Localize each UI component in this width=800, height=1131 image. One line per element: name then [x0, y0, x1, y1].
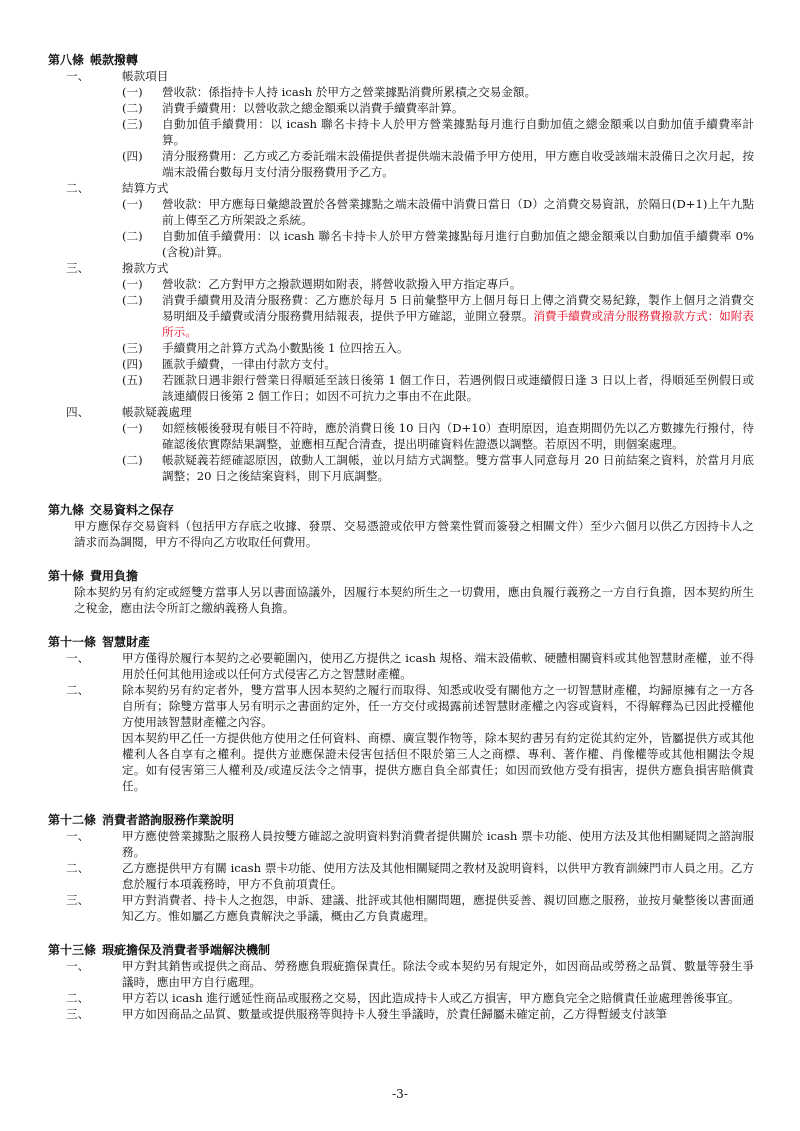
list-item: 三、 甲方如因商品之品質、數量或提供服務等與持卡人發生爭議時，於責任歸屬未確定前，乙方得暫緩支付該筆: [66, 1007, 667, 1021]
list-item: 一、 甲方應使營業據點之服務人員按雙方確認之說明資料對消費者提供關於 icash 票卡功能、使用方法及其他相關疑問之諮詢服務。: [66, 829, 754, 859]
list-item: 三、 甲方對消費者、持卡人之抱怨，申訴、建議、批評或其他相關問題，應提供妥善、親切回應之服務，並按月彙整後以書面通知乙方。惟如屬乙方應負責解決之爭議，概由乙方負責處理。: [66, 893, 754, 923]
article-9-title: 第九條 交易資料之保存: [48, 503, 175, 517]
page-number: -3-: [392, 1087, 408, 1101]
list-item: (一) 營收款：係指持卡人持 icash 於甲方之營業據點消費所累積之交易金額。: [122, 85, 537, 99]
list-item: (三) 手續費用之計算方式為小數點後 1 位四捨五入。: [122, 341, 409, 355]
article-9-text: 甲方應保存交易資料（包括甲方存底之收據、發票、交易憑證或依甲方營業性質而簽發之相關文件）至少六個月以供乙方因持卡人之請求而為調閱，甲方不得向乙方收取任何費用。: [74, 519, 754, 549]
list-item: (四) 清分服務費用：乙方或乙方委託端末設備提供者提供端末設備予甲方使用，甲方應自收受該端末設備日之次月起，按端末設備台數每月支付清分服務費用予乙方。: [122, 149, 754, 179]
article-8-section-3: 三、 撥款方式 (一) 營收款：乙方對甲方之撥款週期如附表，將營收款撥入甲方指定專戶。 (二) 消費手續費用及清分服務費：乙方應於每月 5 日前彙整甲方上個月每日上傳之消費交易紀錄，製作上個月之消費交易明細及手續費或清分服務費用結報表，提供予甲方確認，並開立發票。消費手續費或清分服務費撥款方式：如附表所示。 (三) 手續費用之計算方式為小數點後 1 位四捨五入。 (四) 匯款手續費，一律由付款方支付。 (五) 若匯款日遇非銀行營業日得順延至該日後第 1 個工作日，若遇例假日或連續假日逢 3 日以上者，得順延至例假日或該連續假日後第 2 個工作日；如因不可抗力之事由不在此限。: [66, 261, 754, 403]
list-item: 二、 乙方應提供甲方有關 icash 票卡功能、使用方法及其他相關疑問之教材及說明資料，以供甲方教育訓練門市人員之用。乙方怠於履行本項義務時，甲方不負前項責任。: [66, 861, 754, 891]
list-item: 二、 除本契約另有約定者外，雙方當事人因本契約之履行而取得、知悉或收受有關他方之一切智慧財產權，均歸原擁有之一方各自所有；除雙方當事人另有明示之書面約定外，任一方交付或揭露前述智慧財產權之內容或資料，不得解釋為已因此授權他方使用該智慧財產權之內容。: [66, 683, 754, 729]
list-item: (五) 若匯款日遇非銀行營業日得順延至該日後第 1 個工作日，若遇例假日或連續假日逢 3 日以上者，得順延至例假日或該連續假日後第 2 個工作日；如因不可抗力之事由不在此限。: [122, 373, 754, 403]
article-13-title: 第十三條 瑕疵擔保及消費者爭端解決機制: [48, 943, 271, 957]
article-8-section-2: 二、 結算方式 (一) 營收款：甲方應每日彙總設置於各營業據點之端末設備中消費日當日（D）之消費交易資訊，於隔日(D+1)上午九點前上傳至乙方所架設之系統。 (二) 自動加值手續費用：以 icash 聯名卡持卡人於甲方營業據點每月進行自動加值之總金額乘以自動加值手續費率 0%(含稅)計算。: [66, 181, 754, 259]
list-item: (二) 帳款疑義若經確認原因，啟動人工調帳，並以月結方式調整。雙方當事人同意每月 20 日前結案之資料，於當月月底調整；20 日之後結案資料，則下月底調整。: [122, 453, 754, 483]
list-item: (一) 營收款：乙方對甲方之撥款週期如附表，將營收款撥入甲方指定專戶。: [122, 277, 522, 291]
article-12-title: 第十二條 消費者諮詢服務作業說明: [48, 813, 235, 827]
list-item: 因本契約甲乙任一方提供他方使用之任何資料、商標、廣宣製作物等，除本契約書另有約定從其約定外，皆屬提供方或其他權利人各自享有之權利。提供方並應保證未侵害包括但不限於第三人之商標、專利、著作權、肖像權等或其他相關法令規定。如有侵害第三人權利及/或違反法令之情事，提供方應自負全部責任；如因而致他方受有損害，提供方應負損害賠償責任。: [122, 731, 754, 793]
list-item: (二) 消費手續費用：以營收款之總金額乘以消費手續費率計算。: [122, 101, 464, 115]
list-item: (一) 營收款：甲方應每日彙總設置於各營業據點之端末設備中消費日當日（D）之消費交易資訊，於隔日(D+1)上午九點前上傳至乙方所架設之系統。: [122, 197, 754, 227]
list-item: 一、 甲方僅得於履行本契約之必要範圍內，使用乙方提供之 icash 規格、端末設備軟、硬體相關資料或其他智慧財產權，並不得用於任何其他用途或以任何方式侵害乙方之智慧財產權。: [66, 651, 754, 681]
list-item: (一) 如經核帳後發現有帳目不符時，應於消費日後 10 日內（D+10）查明原因，追查期間仍先以乙方數據先行撥付，待確認後依實際結果調整，並應相互配合清查，提出明確資料佐證憑以調整。若原因不明，則個案處理。: [122, 421, 754, 451]
article-10-title: 第十條 費用負擔: [48, 569, 139, 583]
article-8-section-4: 四、 帳款疑義處理 (一) 如經核帳後發現有帳目不符時，應於消費日後 10 日內（D+10）查明原因，追查期間仍先以乙方數據先行撥付，待確認後依實際結果調整，並應相互配合清查，提出明確資料佐證憑以調整。若原因不明，則個案處理。 (二) 帳款疑義若經確認原因，啟動人工調帳，並以月結方式調整。雙方當事人同意每月 20 日前結案之資料，於當月月底調整；20 日之後結案資料，則下月底調整。: [66, 405, 754, 483]
list-item: (二) 自動加值手續費用：以 icash 聯名卡持卡人於甲方營業據點每月進行自動加值之總金額乘以自動加值手續費率 0%(含稅)計算。: [122, 229, 754, 259]
highlighted-note: 消費手續費或清分服務費撥款方式：如附表所示。: [162, 309, 754, 339]
list-item: (二) 消費手續費用及清分服務費：乙方應於每月 5 日前彙整甲方上個月每日上傳之消費交易紀錄，製作上個月之消費交易明細及手續費或清分服務費用結報表，提供予甲方確認，並開立發票。消費手續費或清分服務費撥款方式：如附表所示。: [122, 293, 754, 339]
list-item: (三) 自動加值手續費用：以 icash 聯名卡持卡人於甲方營業據點每月進行自動加值之總金額乘以自動加值手續費率計算。: [122, 117, 754, 147]
article-11-title: 第十一條 智慧財產: [48, 635, 151, 649]
article-8-title: 第八條 帳款撥轉: [48, 53, 139, 67]
list-item: 二、 甲方若以 icash 進行遞延性商品或服務之交易，因此造成持卡人或乙方損害，甲方應負完全之賠償責任並處理善後事宜。: [66, 991, 740, 1005]
article-10-text: 除本契約另有約定或經雙方當事人另以書面協議外，因履行本契約所生之一切費用，應由負履行義務之一方自行負擔，因本契約所生之稅金，應由法令所訂之繳納義務人負擔。: [74, 585, 754, 615]
contract-content: [48, 52, 754, 1022]
article-8-section-1: 一、 帳款項目 (一) 營收款：係指持卡人持 icash 於甲方之營業據點消費所累積之交易金額。 (二) 消費手續費用：以營收款之總金額乘以消費手續費率計算。 (三) 自動加值手續費用：以 icash 聯名卡持卡人於甲方營業據點每月進行自動加值之總金額乘以自動加值手續費率計算。 (四) 清分服務費用：乙方或乙方委託端末設備提供者提供端末設備予甲方使用，甲方應自收受該端末設備日之次月起，按端末設備台數每月支付清分服務費用予乙方。: [66, 69, 754, 179]
list-item: (四) 匯款手續費，一律由付款方支付。: [122, 357, 336, 371]
list-item: 一、 甲方對其銷售或提供之商品、勞務應負瑕疵擔保責任。除法令或本契約另有規定外，如因商品或勞務之品質、數量等發生爭議時，應由甲方自行處理。: [66, 959, 754, 989]
